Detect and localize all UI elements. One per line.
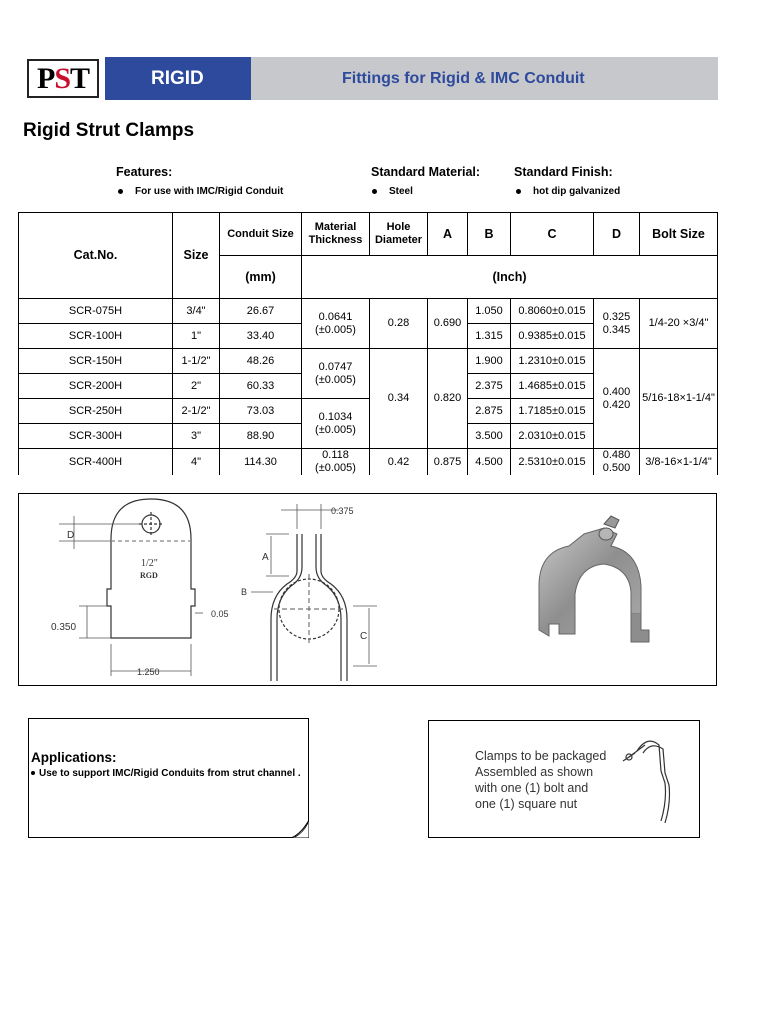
label-d: D [67, 530, 75, 541]
cell-mm: 60.33 [220, 374, 302, 399]
cell-b: 2.375 [468, 374, 511, 399]
table-row [19, 449, 718, 476]
assembled-clamp-illustration [617, 731, 687, 831]
cell-size: 4" [173, 449, 220, 476]
cell-c: 0.8060±0.015 [511, 299, 594, 324]
header-a: A [428, 213, 468, 256]
finish-item [516, 186, 620, 197]
cell-bolt-size: 5/16-18×1-1/4" [640, 349, 718, 449]
cell-thickness: 0.1034 (±0.005) [302, 399, 370, 449]
cell-mm: 33.40 [220, 324, 302, 349]
packaging-line: Clamps to be packaged [475, 749, 607, 763]
header-mm: (mm) [220, 256, 302, 299]
header-conduit-size: Conduit Size [220, 213, 302, 256]
header-d: D [594, 213, 640, 256]
cell-cat-no: SCR-400H [19, 449, 173, 476]
cell-hole-diameter: 0.34 [370, 349, 428, 449]
label-005: 0.05 [211, 609, 229, 619]
cell-d: 0.325 0.345 [594, 299, 640, 349]
cell-d: 0.400 0.420 [594, 349, 640, 449]
packaging-line: one (1) square nut [475, 797, 578, 811]
logo-letter-s: S [54, 61, 70, 95]
cell-b: 2.875 [468, 399, 511, 424]
cell-a: 0.820 [428, 349, 468, 449]
pst-logo [27, 59, 99, 98]
finish-item-text: hot dip galvanized [533, 186, 621, 197]
cell-bolt-size: 3/8-16×1-1/4" [640, 449, 718, 476]
finish-heading: Standard Finish: [514, 165, 613, 179]
cell-b: 1.315 [468, 324, 511, 349]
cell-size: 3" [173, 424, 220, 449]
cell-b: 3.500 [468, 424, 511, 449]
applications-box [28, 718, 309, 838]
label-rigid: RGD [140, 571, 158, 580]
header-hole-diameter: Hole Diameter [370, 213, 428, 256]
header-size: Size [173, 213, 220, 299]
cell-c: 1.4685±0.015 [511, 374, 594, 399]
cell-mm: 73.03 [220, 399, 302, 424]
material-heading: Standard Material: [371, 165, 481, 179]
spec-table [18, 212, 718, 475]
cell-a: 0.875 [428, 449, 468, 476]
cell-size: 3/4" [173, 299, 220, 324]
cell-size: 2-1/2" [173, 399, 220, 424]
cell-mm: 114.30 [220, 449, 302, 476]
material-item [372, 186, 413, 197]
clamp-side-view [251, 504, 377, 681]
cell-hole-diameter: 0.42 [370, 449, 428, 476]
header-inch: (Inch) [302, 256, 718, 299]
cell-a: 0.690 [428, 299, 468, 349]
cell-mm: 48.26 [220, 349, 302, 374]
cell-cat-no: SCR-200H [19, 374, 173, 399]
features-item [118, 186, 283, 197]
applications-title: Applications: [31, 750, 117, 765]
drawing-panel [18, 493, 717, 686]
cell-c: 1.7185±0.015 [511, 399, 594, 424]
page-curl-icon [291, 820, 309, 838]
header-c: C [511, 213, 594, 256]
material-item-text: Steel [389, 186, 413, 197]
label-c: C [360, 631, 368, 642]
header-material-thickness: Material Thickness [302, 213, 370, 256]
logo-letter-t: T [70, 61, 90, 95]
cell-hole-diameter: 0.28 [370, 299, 428, 349]
label-1250: 1.250 [137, 667, 160, 677]
cell-bolt-size: 1/4-20 ×3/4" [640, 299, 718, 349]
header-bolt-size: Bolt Size [640, 213, 718, 256]
cell-size: 1-1/2" [173, 349, 220, 374]
cell-thickness: 0.0747 (±0.005) [302, 349, 370, 399]
cell-cat-no: SCR-100H [19, 324, 173, 349]
technical-drawing [19, 494, 716, 685]
page-title: Rigid Strut Clamps [23, 120, 195, 141]
cell-thickness: 0.0641 (±0.005) [302, 299, 370, 349]
cell-cat-no: SCR-150H [19, 349, 173, 374]
cell-mm: 26.67 [220, 299, 302, 324]
cell-c: 1.2310±0.015 [511, 349, 594, 374]
cell-b: 4.500 [468, 449, 511, 476]
subtitle-label: Fittings for Rigid & IMC Conduit [342, 69, 585, 87]
cell-d: 0.480 0.500 [594, 449, 640, 476]
cell-b: 1.050 [468, 299, 511, 324]
applications-text-content: Use to support IMC/Rigid Conduits from strut channel . [39, 768, 301, 779]
header-b: B [468, 213, 511, 256]
cell-size: 2" [173, 374, 220, 399]
clamp-flat-view [59, 499, 203, 676]
cell-cat-no: SCR-075H [19, 299, 173, 324]
cell-mm: 88.90 [220, 424, 302, 449]
logo-letter-p: P [36, 61, 55, 95]
table-row [19, 299, 718, 324]
packaging-line: Assembled as shown [475, 765, 594, 779]
cell-cat-no: SCR-300H [19, 424, 173, 449]
packaging-text [475, 748, 606, 812]
header-cat-no: Cat.No. [19, 213, 173, 299]
cell-size: 1" [173, 324, 220, 349]
bullet-icon [516, 189, 521, 194]
clamp-photo [539, 516, 649, 642]
label-0375: 0.375 [331, 506, 354, 516]
bullet-icon [31, 771, 35, 775]
category-banner [105, 57, 251, 100]
label-a: A [262, 552, 269, 563]
bullet-icon [372, 189, 377, 194]
label-half-inch: 1/2" [141, 558, 158, 569]
packaging-box [428, 720, 700, 838]
cell-cat-no: SCR-250H [19, 399, 173, 424]
table-row [19, 349, 718, 374]
features-item-text: For use with IMC/Rigid Conduit [135, 186, 284, 197]
cell-thickness: 0.118 (±0.005) [302, 449, 370, 476]
bullet-icon [118, 189, 123, 194]
cell-c: 2.5310±0.015 [511, 449, 594, 476]
cell-c: 2.0310±0.015 [511, 424, 594, 449]
subtitle-banner [251, 57, 718, 100]
packaging-line: with one (1) bolt and [475, 781, 589, 795]
cell-c: 0.9385±0.015 [511, 324, 594, 349]
label-0350: 0.350 [51, 622, 77, 633]
cell-b: 1.900 [468, 349, 511, 374]
label-b: B [241, 587, 248, 597]
features-heading: Features: [116, 165, 173, 179]
category-label: RIGID [151, 67, 204, 89]
applications-text [31, 767, 301, 780]
